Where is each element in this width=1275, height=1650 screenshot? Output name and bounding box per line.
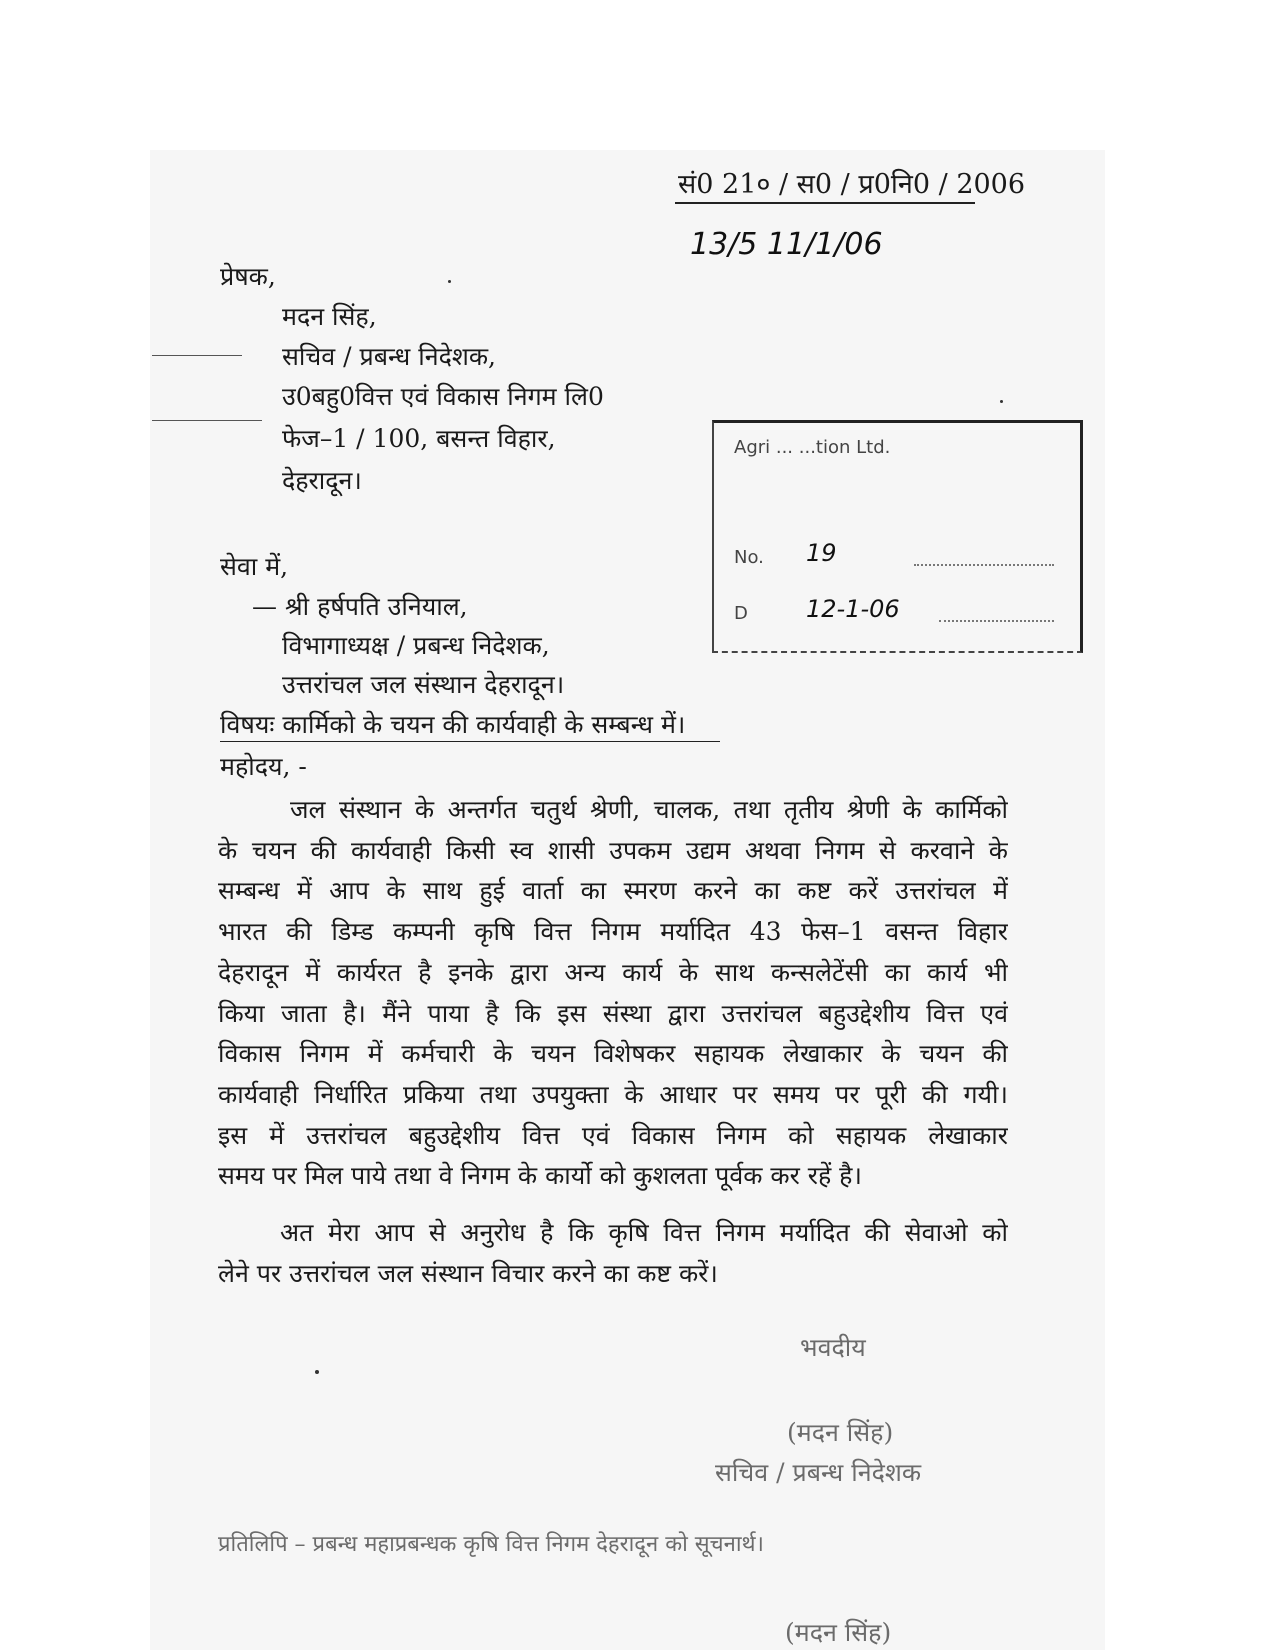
body-line: जल संस्थान के अन्तर्गत चतुर्थ श्रेणी, चालक, तथा तृतीय श्रेणी के कार्मिको bbox=[290, 795, 1008, 824]
body-line: इस में उत्तरांचल बहुउद्देशीय वित्त एवं विकास निगम को सहायक लेखाकार bbox=[218, 1120, 1008, 1150]
recipient-name: — श्री हर्षपति उनियाल, bbox=[252, 592, 468, 621]
recipient-organization: उत्तरांचल जल संस्थान देहरादून। bbox=[282, 670, 565, 699]
recipient-designation: विभागाध्यक्ष / प्रबन्ध निदेशक, bbox=[282, 631, 550, 660]
scan-speck bbox=[315, 1370, 319, 1374]
reference-number: सं0 21० / स0 / प्र0नि0 / 2006 bbox=[678, 169, 1026, 200]
signatory-name: (मदन सिंह) bbox=[787, 1418, 894, 1447]
stamp-number-dots bbox=[914, 563, 1054, 566]
recipient-label: सेवा में, bbox=[220, 552, 289, 581]
margin-mark bbox=[152, 355, 242, 356]
body-line: लेने पर उत्तरांचल जल संस्थान विचार करने का कष्ट करें। bbox=[218, 1258, 718, 1288]
reference-underline bbox=[675, 202, 975, 204]
body-line: सम्बन्ध में आप के साथ हुई वार्ता का स्मरण करने का कष्ट करें उत्तरांचल में bbox=[218, 876, 1008, 906]
handwritten-date: 13/5 11/1/06 bbox=[690, 227, 883, 262]
body-paragraph-2 bbox=[218, 1213, 1008, 1294]
body-line: के चयन की कार्यवाही किसी स्व शासी उपकम उद्यम अथवा निगम से करवाने के bbox=[218, 835, 1008, 865]
subject-line: विषयः कार्मिको के चयन की कार्यवाही के सम्बन्ध में। bbox=[220, 710, 686, 739]
stamp-org-line: Agri ... ...tion Ltd. bbox=[734, 437, 891, 458]
sender-designation: सचिव / प्रबन्ध निदेशक, bbox=[282, 342, 496, 371]
body-line: कार्यवाही निर्धारित प्रकिया तथा उपयुक्ता के आधार पर समय पर पूरी की गयी। bbox=[218, 1079, 1008, 1109]
sender-address: फेज–1 / 100, बसन्त विहार, bbox=[282, 424, 556, 453]
stamp-date-value: 12-1-06 bbox=[806, 595, 900, 623]
body-line: किया जाता है। मैंने पाया है कि इस संस्था द्वारा उत्तरांचल बहुउद्देशीय वित्त एवं bbox=[218, 998, 1008, 1028]
margin-mark bbox=[152, 420, 262, 421]
body-line: अत मेरा आप से अनुरोध है कि कृषि वित्त निगम मर्यादित की सेवाओ को bbox=[280, 1218, 1008, 1247]
salutation: महोदय, - bbox=[220, 752, 307, 781]
sender-city: देहरादून। bbox=[282, 466, 362, 495]
body-line: समय पर मिल पाये तथा वे निगम के कार्यो को कुशलता पूर्वक कर रहें है। bbox=[218, 1161, 862, 1191]
closing: भवदीय bbox=[800, 1333, 866, 1362]
stamp-number-label: No. bbox=[734, 547, 764, 568]
scan-speck bbox=[1000, 400, 1003, 403]
sender-organization: उ0बहु0वित्त एवं विकास निगम लि0 bbox=[282, 382, 604, 411]
receipt-stamp bbox=[712, 420, 1083, 653]
stamp-date-label: D bbox=[734, 603, 748, 624]
signatory-designation: सचिव / प्रबन्ध निदेशक bbox=[715, 1458, 922, 1487]
body-line: विकास निगम में कर्मचारी के चयन विशेषकर सहायक लेखाकार के चयन की bbox=[218, 1039, 1008, 1069]
copy-to: प्रतिलिपि – प्रबन्ध महाप्रबन्धक कृषि वित्त निगम देहरादून को सूचनार्थ। bbox=[218, 1532, 764, 1557]
sender-name: मदन सिंह, bbox=[282, 302, 377, 331]
sender-label: प्रेषक, bbox=[220, 262, 276, 291]
copy-signatory: (मदन सिंह) bbox=[785, 1618, 892, 1647]
body-paragraph-1 bbox=[218, 790, 1008, 1197]
body-line: भारत की डिम्ड कम्पनी कृषि वित्त निगम मर्यादित 43 फेस–1 वसन्त विहार bbox=[218, 917, 1008, 947]
stamp-number-value: 19 bbox=[806, 539, 837, 567]
body-line: देहरादून में कार्यरत है इनके द्वारा अन्य कार्य के साथ कन्सलेटेंसी का कार्य भी bbox=[218, 957, 1008, 987]
stamp-date-dots bbox=[939, 619, 1054, 622]
scan-speck bbox=[448, 280, 451, 283]
subject-underline bbox=[220, 741, 720, 742]
